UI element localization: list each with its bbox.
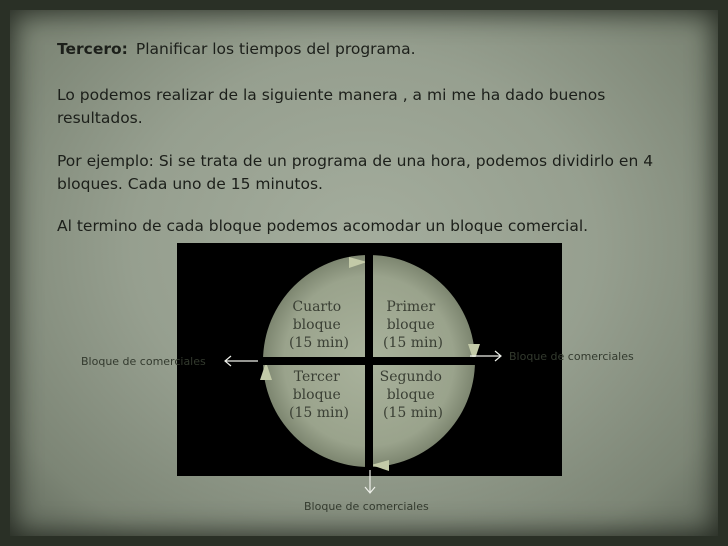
block-first-label: Primer bloque (15 min)	[383, 299, 443, 351]
commercial-label-right: Bloque de comerciales	[509, 350, 634, 363]
block-fourth-label: Cuarto bloque (15 min)	[289, 299, 349, 351]
heading-lead: Tercero:	[57, 40, 128, 58]
cycle-divider-horizontal	[259, 357, 479, 365]
heading-text: Planificar los tiempos del programa.	[135, 40, 416, 58]
block-second-label: Segundo bloque (15 min)	[379, 369, 443, 421]
paragraph-commercial: Al termino de cada bloque podemos acomodar un bloque comercial.	[57, 217, 589, 235]
slide-heading	[57, 38, 657, 61]
paragraph-method: Lo podemos realizar de la siguiente manera , a mi me ha dado buenos resultados.	[57, 86, 606, 127]
cycle-diagram-svg	[177, 243, 562, 476]
arrow-bottom-head	[365, 487, 375, 493]
paragraph-example: Por ejemplo: Si se trata de un programa de una hora, podemos dividirlo en 4 bloques. Cada uno de 15 minutos.	[57, 152, 654, 193]
block-third-label: Tercer bloque (15 min)	[289, 369, 349, 421]
commercial-label-left: Bloque de comerciales	[81, 355, 206, 368]
commercial-label-bottom: Bloque de comerciales	[304, 500, 429, 513]
cycle-diagram	[177, 243, 562, 476]
